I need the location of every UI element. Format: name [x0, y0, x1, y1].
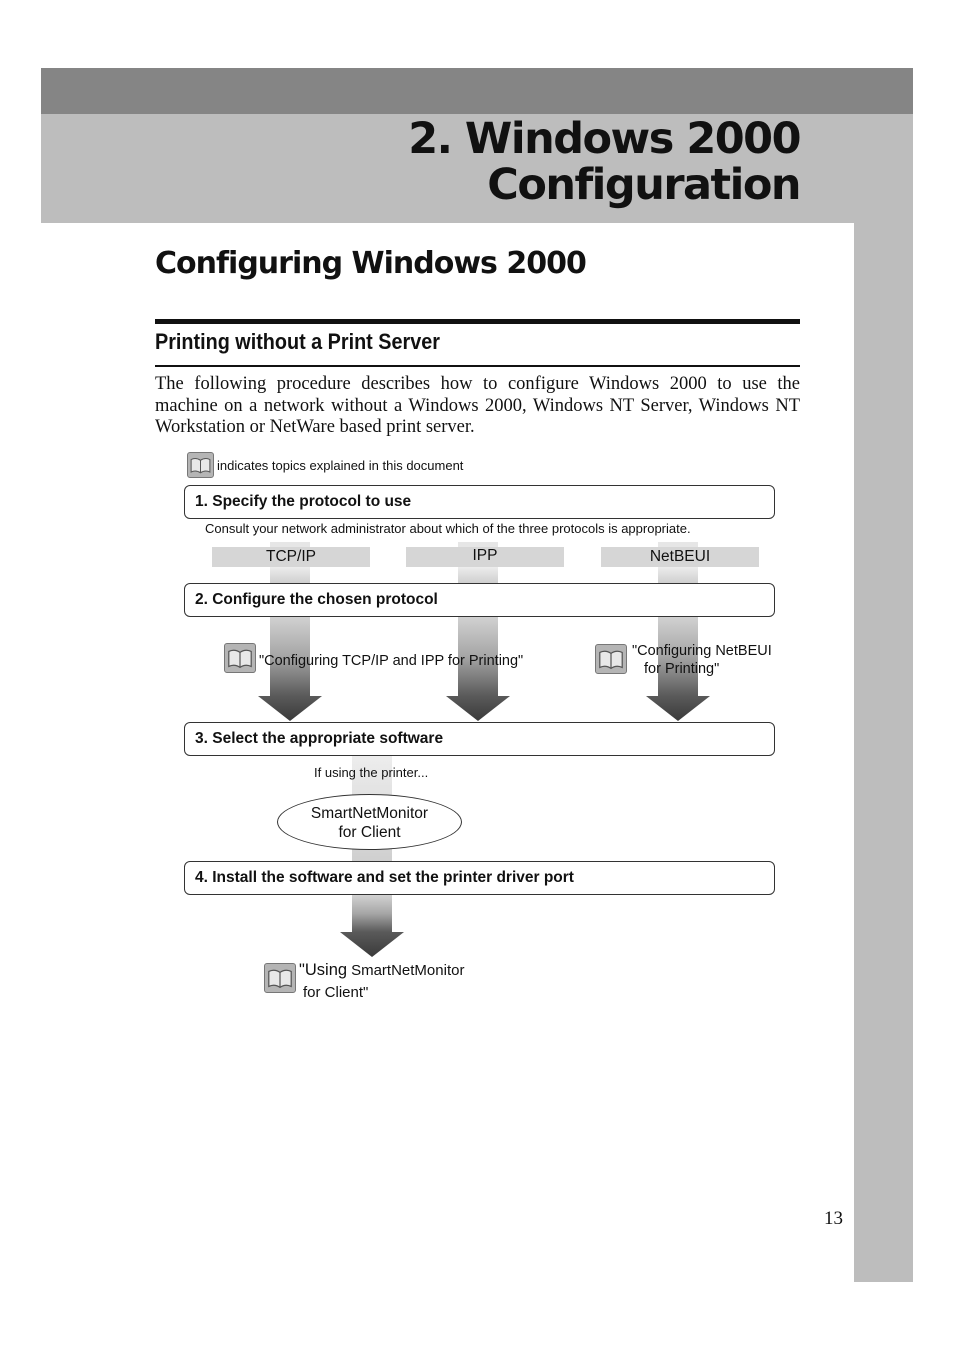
column-tcpip-upper [270, 567, 310, 583]
ref-smartnet-using: "Using [299, 961, 348, 979]
ref-smartnet-name: SmartNetMonitor [351, 962, 465, 979]
page-number: 13 [824, 1208, 843, 1229]
ref-tcpip-ipp: "Configuring TCP/IP and IPP for Printing" [259, 653, 524, 669]
book-icon [264, 963, 296, 993]
book-icon [224, 643, 256, 673]
arrow-tcpip [258, 696, 322, 721]
book-icon [595, 644, 627, 674]
step-1-box: 1. Specify the protocol to use [184, 485, 775, 519]
chapter-title-line1: 2. Windows 2000 [408, 114, 800, 164]
ref-netbeui-line1: "Configuring NetBEUI [632, 643, 772, 659]
subsection-title: Printing without a Print Server [155, 329, 440, 354]
protocol-tcpip: TCP/IP [212, 547, 370, 567]
software-line2: for Client [338, 824, 401, 841]
step-2-box: 2. Configure the chosen protocol [184, 583, 775, 617]
ref-smartnetmonitor [299, 960, 464, 1003]
ref-netbeui [632, 642, 772, 678]
software-line1: SmartNetMonitor [310, 805, 429, 822]
column-netbeui-upper [658, 567, 698, 583]
legend-text: indicates topics explained in this document [217, 458, 464, 473]
ref-netbeui-line2: for Printing" [644, 661, 720, 677]
book-icon [187, 452, 214, 478]
arrow-netbeui [646, 696, 710, 721]
chapter-title-line2: Configuration [487, 160, 800, 210]
software-smartnetmonitor [277, 794, 462, 850]
section-title: Configuring Windows 2000 [155, 246, 586, 281]
protocol-ipp: IPP [406, 547, 564, 567]
step-3-box: 3. Select the appropriate software [184, 722, 775, 756]
arrow-ipp [446, 696, 510, 721]
column-ipp-upper [458, 567, 498, 583]
protocol-netbeui: NetBEUI [601, 547, 759, 567]
intro-paragraph: The following procedure describes how to configure Windows 2000 to use the machine on a network without a Windows 2000, Windows NT Server, Windows NT Workstation or NetWare based print server. [155, 374, 800, 437]
column-install [352, 895, 392, 932]
ref-smartnet-line2: for Client" [303, 984, 369, 1001]
consult-note: Consult your network administrator about which of the three protocols is appropriate. [205, 521, 691, 536]
arrow-install [340, 932, 404, 957]
step-4-box: 4. Install the software and set the printer driver port [184, 861, 775, 895]
if-using-note: If using the printer... [314, 765, 429, 780]
